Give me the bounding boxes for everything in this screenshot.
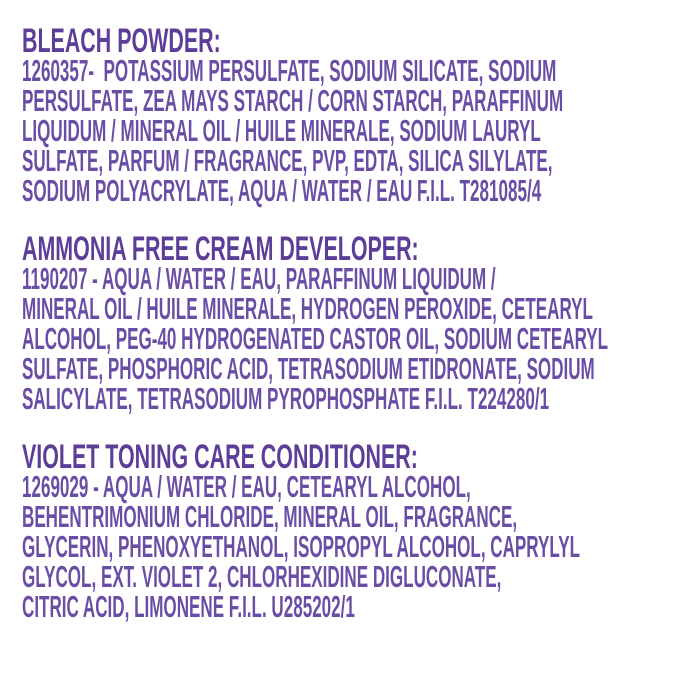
ingredients-line: LIQUIDUM / MINERAL OIL / HUILE MINERALE, SODIUM LAURYL [22,113,541,148]
ingredients-line: PERSULFATE, ZEA MAYS STARCH / CORN STARCH, PARAFFINUM [22,83,564,118]
ingredients-line: GLYCOL, EXT. VIOLET 2, CHLORHEXIDINE DIGLUCONATE, [22,559,502,594]
ingredients-line: SULFATE, PHOSPHORIC ACID, TETRASODIUM ETIDRONATE, SODIUM [22,351,595,386]
section-heading-bleach-powder: BLEACH POWDER: [22,22,221,60]
ingredients-line: CITRIC ACID, LIMONENE F.I.L. U285202/1 [22,589,355,624]
ingredients-line: SODIUM POLYACRYLATE, AQUA / WATER / EAU F.I.L. T281085/4 [22,173,542,208]
section-heading-cream-developer: AMMONIA FREE CREAM DEVELOPER: [22,230,419,268]
section-heading-toning-conditioner: VIOLET TONING CARE CONDITIONER: [22,438,418,476]
section-cream-developer [22,230,679,416]
section-toning-conditioner [22,438,679,624]
section-bleach-powder [22,22,679,208]
ingredients-line: MINERAL OIL / HUILE MINERALE, HYDROGEN PEROXIDE, CETEARYL [22,291,593,326]
ingredients-line: ALCOHOL, PEG-40 HYDROGENATED CASTOR OIL, SODIUM CETEARYL [22,321,609,356]
ingredients-line: SULFATE, PARFUM / FRAGRANCE, PVP, EDTA, SILICA SILYLATE, [22,143,553,178]
ingredients-line: 1260357- POTASSIUM PERSULFATE, SODIUM SILICATE, SODIUM [22,53,557,88]
ingredients-line: 1269029 - AQUA / WATER / EAU, CETEARYL ALCOHOL, [22,469,471,504]
ingredients-line: BEHENTRIMONIUM CHLORIDE, MINERAL OIL, FRAGRANCE, [22,499,518,534]
ingredients-line: GLYCERIN, PHENOXYETHANOL, ISOPROPYL ALCOHOL, CAPRYLYL [22,529,580,564]
ingredients-line: 1190207 - AQUA / WATER / EAU, PARAFFINUM LIQUIDUM / [22,261,496,296]
ingredients-line: SALICYLATE, TETRASODIUM PYROPHOSPHATE F.I.L. T224280/1 [22,381,550,416]
